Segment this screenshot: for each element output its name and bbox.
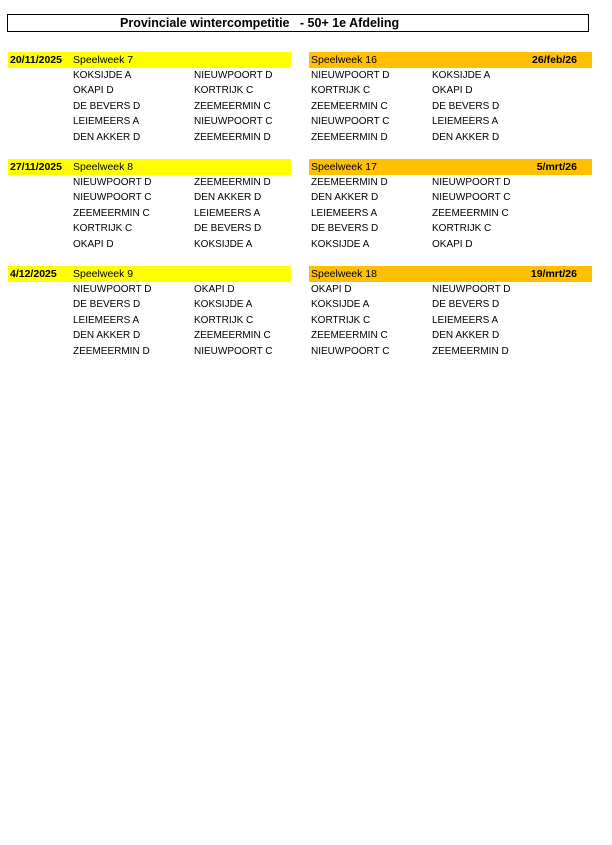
week-label: Speelweek 18 bbox=[311, 268, 377, 280]
week-label: Speelweek 9 bbox=[73, 268, 134, 280]
home-team: KORTRIJK C bbox=[311, 85, 371, 97]
home-team: ZEEMEERMIN D bbox=[73, 345, 150, 357]
week-label: Speelweek 17 bbox=[311, 161, 377, 173]
home-team: NIEUWPOORT D bbox=[73, 177, 152, 188]
home-team: DE BEVERS D bbox=[73, 299, 141, 311]
week-date: 26/feb/26 bbox=[532, 54, 577, 66]
home-team: KOKSIJDE A bbox=[311, 299, 370, 311]
away-team: KOKSIJDE A bbox=[194, 299, 253, 311]
round-block bbox=[0, 52, 612, 152]
away-team: OKAPI D bbox=[432, 85, 473, 97]
away-team: KORTRIJK C bbox=[432, 223, 492, 235]
title-box bbox=[7, 14, 589, 32]
home-team: KORTRIJK C bbox=[73, 223, 133, 235]
home-team: ZEEMEERMIN C bbox=[73, 207, 150, 219]
right-week-header bbox=[309, 266, 592, 282]
right-week-header bbox=[309, 159, 592, 175]
round-block bbox=[0, 159, 612, 259]
home-team: NIEUWPOORT D bbox=[73, 284, 152, 295]
away-team: DEN AKKER D bbox=[432, 131, 500, 143]
away-team: LEIEMEERS A bbox=[194, 207, 261, 219]
week-label: Speelweek 7 bbox=[73, 54, 134, 66]
away-team: KOKSIJDE A bbox=[432, 70, 491, 81]
home-team: ZEEMEERMIN C bbox=[311, 330, 388, 342]
away-team: ZEEMEERMIN C bbox=[194, 330, 271, 342]
away-team: NIEUWPOORT C bbox=[432, 192, 511, 204]
left-week-header bbox=[8, 159, 291, 175]
home-team: LEIEMEERS A bbox=[73, 314, 140, 326]
away-team: KORTRIJK C bbox=[194, 314, 254, 326]
away-team: DEN AKKER D bbox=[194, 192, 262, 204]
away-team: ZEEMEERMIN C bbox=[432, 207, 509, 219]
week-date: 5/mrt/26 bbox=[536, 161, 577, 173]
home-team: DEN AKKER D bbox=[73, 330, 141, 342]
home-team: ZEEMEERMIN D bbox=[311, 177, 388, 188]
home-team: NIEUWPOORT D bbox=[311, 70, 390, 81]
week-date: 20/11/2025 bbox=[10, 54, 62, 66]
away-team: LEIEMEERS A bbox=[432, 314, 499, 326]
away-team: NIEUWPOORT C bbox=[194, 345, 273, 357]
away-team: OKAPI D bbox=[432, 238, 473, 250]
away-team: OKAPI D bbox=[194, 284, 235, 295]
away-team: NIEUWPOORT D bbox=[194, 70, 273, 81]
away-team: DEN AKKER D bbox=[432, 330, 500, 342]
away-team: KORTRIJK C bbox=[194, 85, 254, 97]
home-team: ZEEMEERMIN D bbox=[311, 131, 388, 143]
left-week-header bbox=[8, 52, 291, 68]
away-team: ZEEMEERMIN D bbox=[432, 345, 509, 357]
home-team: DE BEVERS D bbox=[73, 100, 141, 112]
home-team: KORTRIJK C bbox=[311, 314, 371, 326]
away-team: DE BEVERS D bbox=[194, 223, 262, 235]
home-team: OKAPI D bbox=[73, 238, 114, 250]
away-team: DE BEVERS D bbox=[432, 100, 500, 112]
week-label: Speelweek 16 bbox=[311, 54, 377, 66]
week-date: 19/mrt/26 bbox=[530, 268, 577, 280]
home-team: DE BEVERS D bbox=[311, 223, 379, 235]
home-team: NIEUWPOORT C bbox=[311, 116, 390, 128]
right-week-header bbox=[309, 52, 592, 68]
away-team: DE BEVERS D bbox=[432, 299, 500, 311]
home-team: NIEUWPOORT C bbox=[311, 345, 390, 357]
away-team: ZEEMEERMIN C bbox=[194, 100, 271, 112]
home-team: LEIEMEERS A bbox=[73, 116, 140, 128]
home-team: DEN AKKER D bbox=[73, 131, 141, 143]
away-team: ZEEMEERMIN D bbox=[194, 131, 271, 143]
away-team: NIEUWPOORT D bbox=[432, 284, 511, 295]
away-team: KOKSIJDE A bbox=[194, 238, 253, 250]
away-team: NIEUWPOORT D bbox=[432, 177, 511, 188]
round-block bbox=[0, 266, 612, 366]
away-team: NIEUWPOORT C bbox=[194, 116, 273, 128]
home-team: KOKSIJDE A bbox=[73, 70, 132, 81]
left-week-header bbox=[8, 266, 291, 282]
week-date: 27/11/2025 bbox=[10, 161, 62, 173]
home-team: OKAPI D bbox=[311, 284, 352, 295]
home-team: LEIEMEERS A bbox=[311, 207, 378, 219]
home-team: ZEEMEERMIN C bbox=[311, 100, 388, 112]
page-title: Provinciale wintercompetitie - 50+ 1e Afdeling bbox=[120, 16, 400, 30]
away-team: LEIEMEERS A bbox=[432, 116, 499, 128]
home-team: DEN AKKER D bbox=[311, 192, 379, 204]
away-team: ZEEMEERMIN D bbox=[194, 177, 271, 188]
home-team: OKAPI D bbox=[73, 85, 114, 97]
week-date: 4/12/2025 bbox=[10, 268, 57, 280]
home-team: KOKSIJDE A bbox=[311, 238, 370, 250]
week-label: Speelweek 8 bbox=[73, 161, 134, 173]
home-team: NIEUWPOORT C bbox=[73, 192, 152, 204]
